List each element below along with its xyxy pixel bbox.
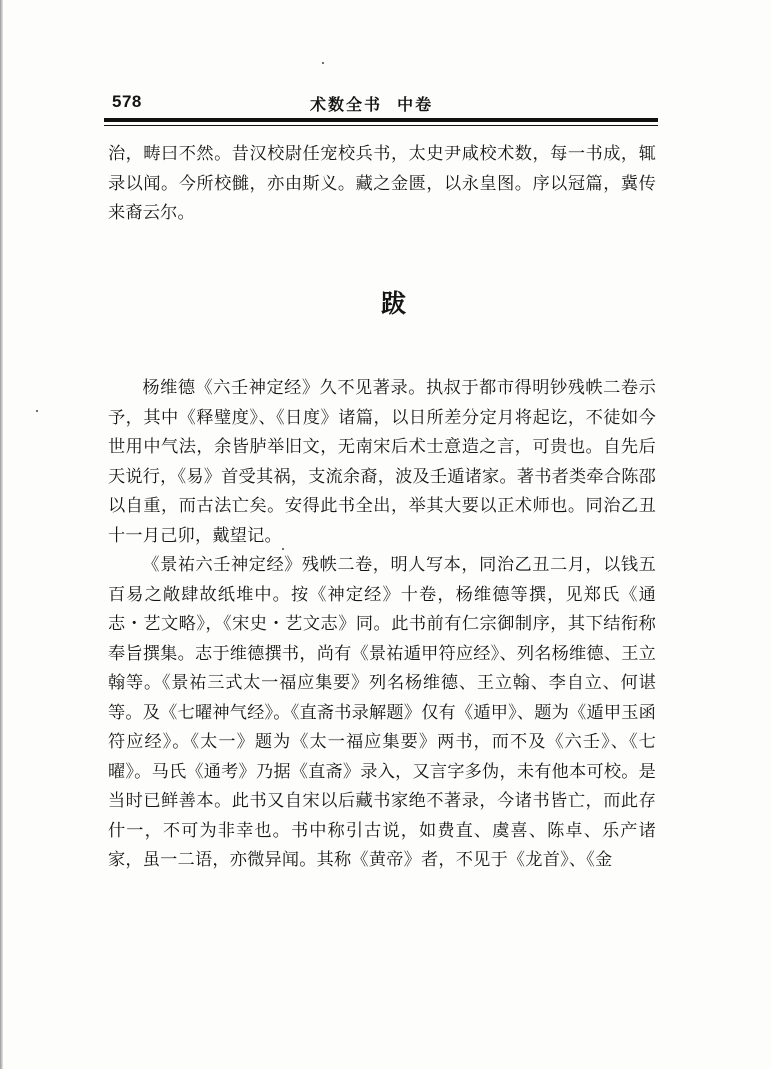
page-header <box>104 92 658 120</box>
running-title: 术数全书 中卷 <box>310 95 434 114</box>
page-edge-shadow <box>0 0 3 1069</box>
intro-paragraph: 治，畴曰不然。昔汉校尉任宠校兵书，太史尹咸校术数，每一书成，辄录以闻。今所校雠，亦由斯义。藏之金匮，以永皇图。序以冠篇，冀传来裔云尔。 <box>108 144 656 223</box>
scan-speck <box>322 62 324 64</box>
body-paragraph: 《景祐六壬神定经》残帙二卷，明人写本，同治乙丑二月，以钱五百易之敞肆故纸堆中。按《神定经》十卷，杨维德等撰，见郑氏《通志・艺文略》，《宋史・艺文志》同。此书前有仁宗御制序，其下结衔称奉旨撰集。志于维德撰书，尚有《景祐遁甲符应经》、列名杨维德、王立翰等。《景祐三式太一福应集要》列名杨维德、王立翰、李自立、何谌等。及《七曜神气经》。《直斋书录解题》仅有《遁甲》、题为《遁甲玉函符应经》。《太一》题为《太一福应集要》两书，而不及《六壬》、《七曜》。马氏《通考》乃据《直斋》录入，又言字多伪，未有他本可校。是当时已鲜善本。此书又自宋以后藏书家绝不著录，今诸书皆亡，而此存什一，不可为非幸也。书中称引古说，如费直、虞喜、陈卓、乐产诸家，虽一二语，亦微异闻。其称《黄帝》者，不见于《龙首》、《金 <box>108 555 656 870</box>
scan-speck <box>36 410 38 412</box>
header-rule-thick <box>104 118 658 122</box>
section-title: 跋 <box>380 289 406 318</box>
header-rule-thin <box>104 125 658 126</box>
page-number: 578 <box>112 92 142 111</box>
body-paragraph: 杨维德《六壬神定经》久不见著录。执叔于都市得明钞残帙二卷示予，其中《释璧度》、《日度》诸篇，以日所差分定月将起讫，不徒如今世用中气法，余皆胪举旧文，无南宋后术士意造之言，可贵也。自先后天说行，《易》首受其祸，支流余裔，波及壬遁诸家。著书者类牵合陈邵以自重，而古法亡矣。安得此书全出，举其大要以正术师也。同治乙丑十一月己卯，戴望记。 <box>108 378 656 546</box>
scan-speck <box>282 548 284 550</box>
body-text <box>108 374 656 876</box>
